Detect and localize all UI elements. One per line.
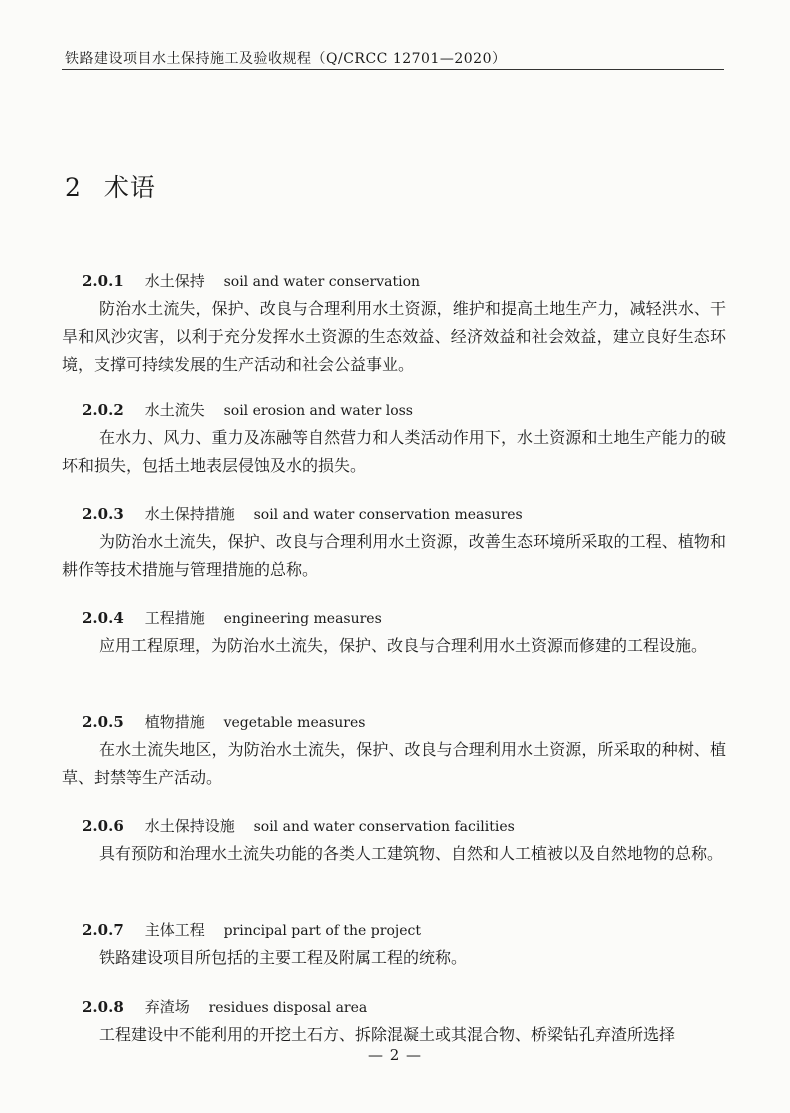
- term-heading: [62, 400, 726, 421]
- term-code: 2.0.4: [82, 609, 124, 627]
- term-definition: 为防治水土流失，保护、改良与合理利用水土资源，改善生态环境所采取的工程、植物和耕作等技术措施与管理措施的总称。: [62, 532, 726, 579]
- term-entry: [62, 271, 726, 379]
- term-name-zh: 弃渣场: [144, 998, 190, 1016]
- term-heading: [62, 920, 726, 941]
- term-code: 2.0.8: [82, 998, 124, 1016]
- chapter-title: 术语: [103, 173, 156, 202]
- term-code: 2.0.6: [82, 817, 124, 835]
- term-name-en: soil and water conservation measures: [253, 507, 523, 523]
- term-heading: [62, 271, 726, 292]
- running-header: 铁路建设项目水土保持施工及验收规程（Q/CRCC 12701—2020）: [65, 51, 507, 67]
- term-entry: [62, 400, 726, 480]
- term-name-en: soil and water conservation: [223, 274, 421, 290]
- term-definition: 应用工程原理，为防治水土流失，保护、改良与合理利用水土资源而修建的工程设施。: [99, 636, 708, 655]
- term-definition: 铁路建设项目所包括的主要工程及附属工程的统称。: [99, 948, 468, 967]
- term-code: 2.0.1: [82, 272, 124, 290]
- chapter-number: 2: [65, 173, 82, 202]
- term-name-zh: 水土保持: [144, 272, 205, 290]
- chapter-heading: [65, 168, 156, 204]
- term-definition: 防治水土流失，保护、改良与合理利用水土资源，维护和提高土地生产力，减轻洪水、干旱和风沙灾害，以利于充分发挥水土资源的生态效益、经济效益和社会效益，建立良好生态环境，支撑可持续发展的生产活动和社会公益事业。: [62, 299, 726, 374]
- term-name-en: principal part of the project: [223, 923, 421, 939]
- term-name-en: engineering measures: [223, 611, 382, 627]
- term-definition: 具有预防和治理水土流失功能的各类人工建筑物、自然和人工植被以及自然地物的总称。: [99, 844, 724, 863]
- term-heading: [62, 504, 726, 525]
- term-entry: [62, 608, 726, 660]
- term-entry: [62, 816, 726, 868]
- term-heading: [62, 816, 726, 837]
- term-entry: [62, 712, 726, 792]
- term-name-en: residues disposal area: [208, 1000, 368, 1016]
- term-heading: [62, 712, 726, 733]
- term-code: 2.0.3: [82, 505, 124, 523]
- term-heading: [62, 997, 726, 1018]
- term-entry: [62, 504, 726, 584]
- term-definition: 在水土流失地区，为防治水土流失，保护、改良与合理利用水土资源，所采取的种树、植草、封禁等生产活动。: [62, 740, 726, 787]
- term-heading: [62, 608, 726, 629]
- term-name-zh: 植物措施: [144, 713, 205, 731]
- term-name-en: vegetable measures: [223, 715, 366, 731]
- term-name-en: soil erosion and water loss: [223, 403, 413, 419]
- term-name-zh: 水土保持设施: [144, 817, 235, 835]
- page-number: — 2 —: [367, 1046, 423, 1064]
- term-name-en: soil and water conservation facilities: [253, 819, 515, 835]
- term-entry: [62, 920, 726, 972]
- term-code: 2.0.7: [82, 921, 124, 939]
- term-name-zh: 水土流失: [144, 401, 205, 419]
- term-name-zh: 主体工程: [144, 921, 205, 939]
- header-divider: [62, 69, 724, 70]
- term-code: 2.0.2: [82, 401, 124, 419]
- term-entry: [62, 997, 726, 1049]
- term-name-zh: 工程措施: [144, 609, 205, 627]
- term-definition: 工程建设中不能利用的开挖土石方、拆除混凝土或其混合物、桥梁钻孔弃渣所选择: [99, 1025, 676, 1044]
- term-definition: 在水力、风力、重力及冻融等自然营力和人类活动作用下，水土资源和土地生产能力的破坏和损失，包括土地表层侵蚀及水的损失。: [62, 428, 726, 475]
- term-name-zh: 水土保持措施: [144, 505, 235, 523]
- term-code: 2.0.5: [82, 713, 124, 731]
